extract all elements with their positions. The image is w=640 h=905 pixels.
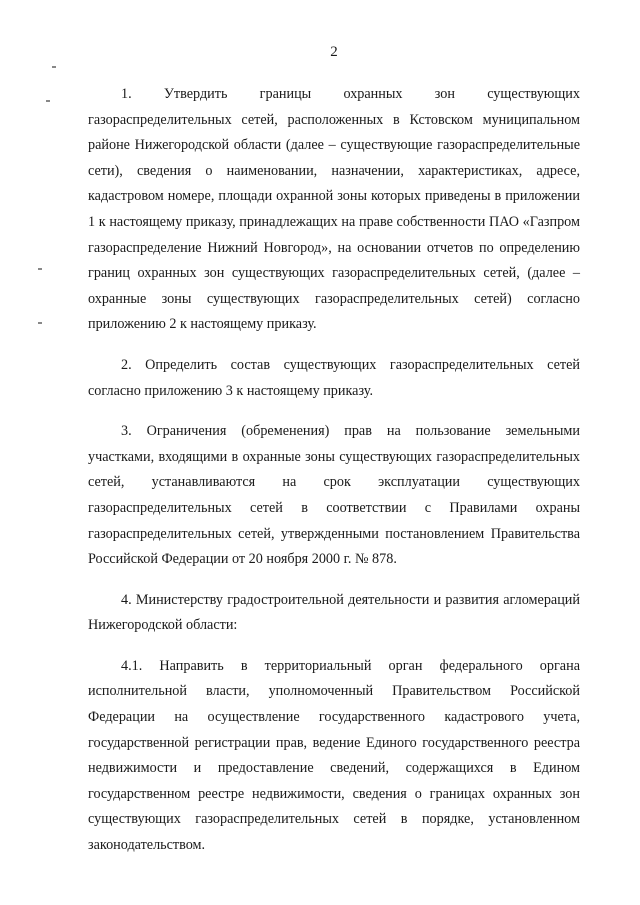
document-body: [88, 82, 580, 874]
paragraph-4-1: 4.1. Направить в территориальный орган федерального органа исполнительной власти, уполномоченный Правительством Российской Федерации на осуществление государственного кадастрового учета, государственной регистрации прав, ведение Единого государственного реестра недвижимости и предоставление сведений, содержащихся в Едином государственном реестре недвижимости, сведения о границах охранных зон существующих газораспределительных сетей в порядке, установленном законодательством.: [88, 657, 580, 854]
scan-artifact: [38, 268, 42, 270]
scan-artifact: [46, 100, 50, 102]
page-number: 2: [330, 44, 338, 60]
paragraph-4: 4. Министерству градостроительной деятельности и развития агломераций Нижегородской области:: [88, 591, 580, 634]
paragraph-2: 2. Определить состав существующих газораспределительных сетей согласно приложению 3 к настоящему приказу.: [88, 356, 580, 399]
paragraph-1: 1. Утвердить границы охранных зон существующих газораспределительных сетей, расположенных в Кстовском муниципальном районе Нижегородской области (далее – существующие газораспределительные сети), сведения о наименовании, назначении, характеристиках, адресе, кадастровом номере, площади охранной зоны которых приведены в приложении 1 к настоящему приказу, принадлежащих на праве собственности ПАО «Газпром газораспределение Нижний Новгород», на основании отчетов по определению границ охранных зон существующих газораспределительных сетей, (далее – охранные зоны существующих газораспределительных сетей) согласно приложению 2 к настоящему приказу.: [88, 86, 580, 333]
scan-artifact: [38, 322, 42, 324]
paragraph-3: 3. Ограничения (обременения) прав на пользование земельными участками, входящими в охранные зоны существующих газораспределительных сетей, устанавливаются на срок эксплуатации существующих газораспределительных сетей в соответствии с Правилами охраны газораспределительных сетей, утвержденными постановлением Правительства Российской Федерации от 20 ноября 2000 г. № 878.: [88, 423, 580, 568]
scan-artifact: [52, 66, 56, 68]
